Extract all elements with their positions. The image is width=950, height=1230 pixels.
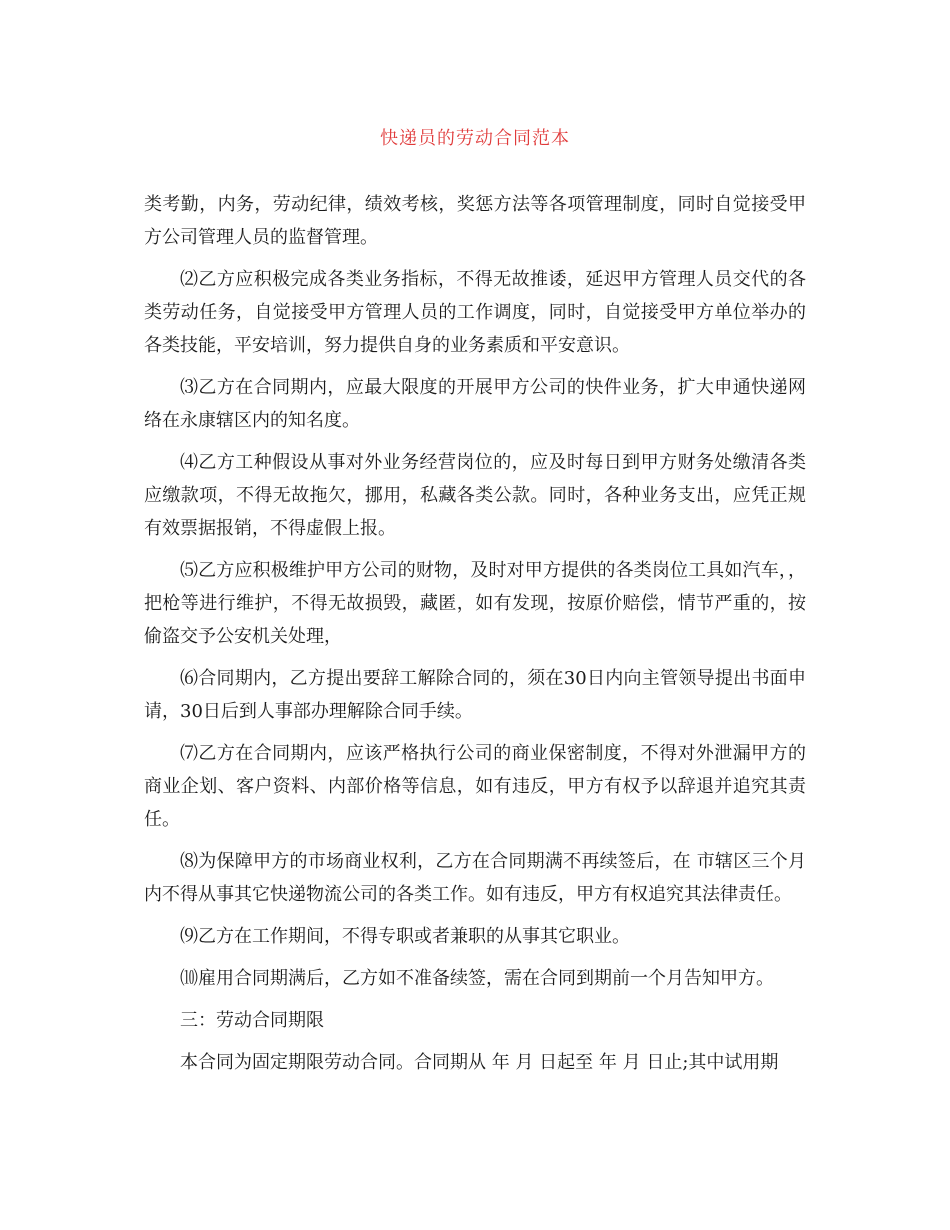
paragraph-item-6: ⑹合同期内，乙方提出要辞工解除合同的，须在30日内向主管领导提出书面申请，30日后到人事部办理解除合同手续。	[144, 668, 806, 722]
paragraph-item-7: ⑺乙方在合同期内，应该严格执行公司的商业保密制度，不得对外泄漏甲方的商业企划、客户资料、内部价格等信息，如有违反，甲方有权予以辞退并追究其责任。	[144, 743, 806, 830]
document-title: 快递员的劳动合同范本	[380, 128, 570, 149]
paragraph-continuation: 类考勤，内务，劳动纪律，绩效考核，奖惩方法等各项管理制度，同时自觉接受甲方公司管理人员的监督管理。	[144, 194, 806, 248]
paragraph-contract-term: 本合同为固定期限劳动合同。合同期从 年 月 日起至 年 月 日止;其中试用期	[180, 1052, 779, 1073]
document-body	[144, 188, 806, 1088]
paragraph-item-9: ⑼乙方在工作期间，不得专职或者兼职的从事其它职业。	[180, 926, 630, 947]
paragraph-item-5: ⑸乙方应积极维护甲方公司的财物，及时对甲方提供的各类岗位工具如汽车，，把枪等进行维护，不得无故损毁，藏匿，如有发现，按原价赔偿，情节严重的，按偷盗交予公安机关处理，	[144, 560, 806, 647]
paragraph-item-8: ⑻为保障甲方的市场商业权利，乙方在合同期满不再续签后，在 市辖区三个月内不得从事其它快递物流公司的各类工作。如有违反，甲方有权追究其法律责任。	[144, 851, 806, 905]
paragraph-item-10: ⑽雇用合同期满后，乙方如不准备续签，需在合同到期前一个月告知甲方。	[180, 968, 774, 989]
paragraph-item-4: ⑷乙方工种假设从事对外业务经营岗位的，应及时每日到甲方财务处缴清各类应缴款项，不得无故拖欠，挪用，私藏各类公款。同时，各种业务支出，应凭正规有效票据报销，不得虚假上报。	[144, 452, 806, 539]
paragraph-item-2: ⑵乙方应积极完成各类业务指标，不得无故推诿，延迟甲方管理人员交代的各类劳动任务，自觉接受甲方管理人员的工作调度，同时，自觉接受甲方单位举办的各类技能，平安培训，努力提供自身的业务素质和平安意识。	[144, 269, 806, 356]
paragraph-item-3: ⑶乙方在合同期内，应最大限度的开展甲方公司的快件业务，扩大申通快递网络在永康辖区内的知名度。	[144, 377, 806, 431]
section-heading-contract-term: 三：劳动合同期限	[180, 1010, 324, 1031]
